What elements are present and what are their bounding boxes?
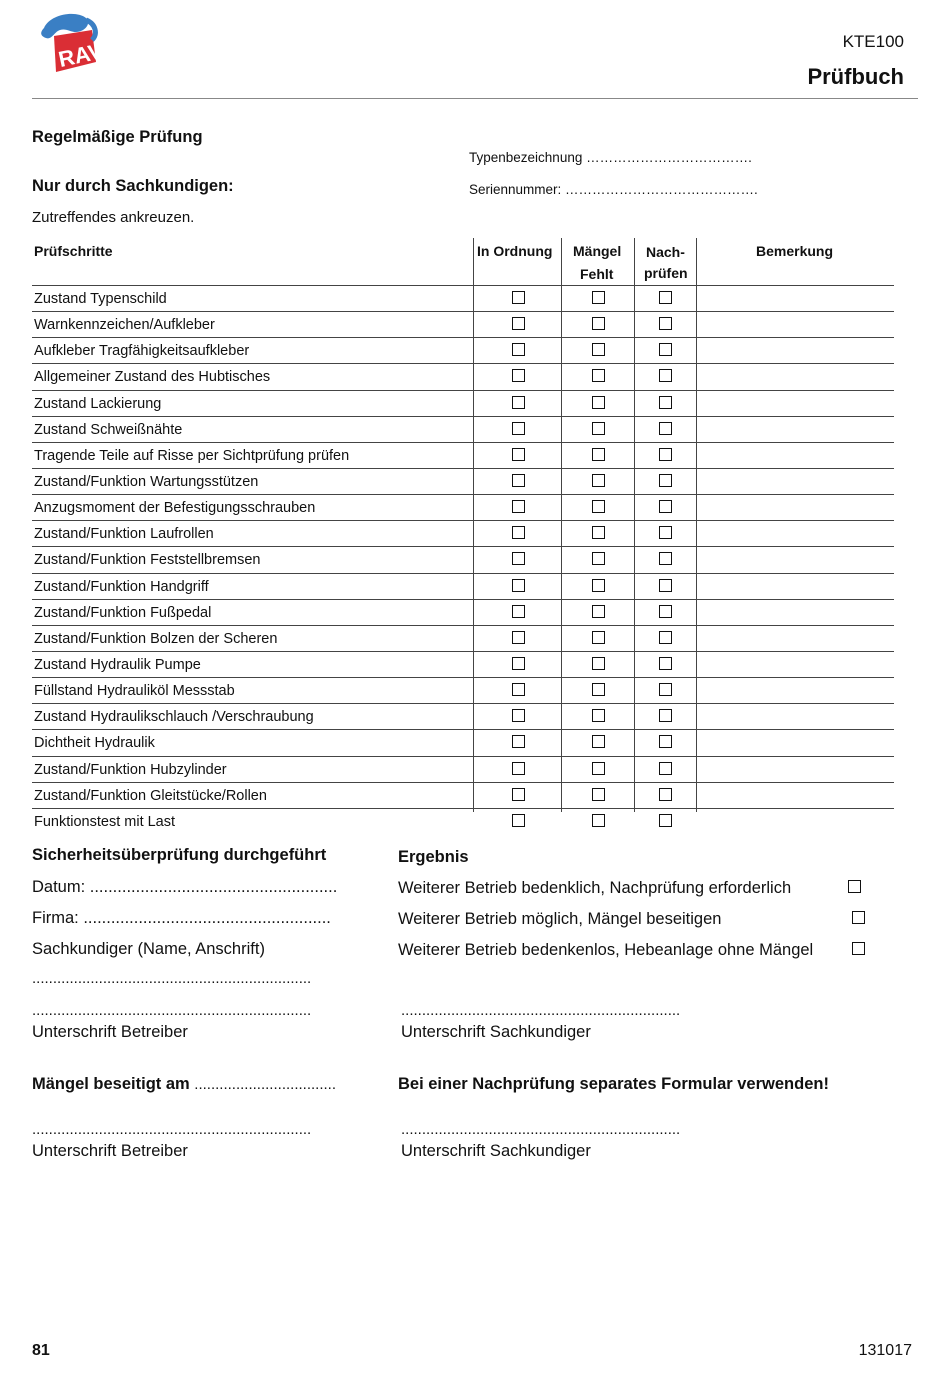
safety-heading: Sicherheitsüberprüfung durchgeführt <box>32 846 327 864</box>
table-header <box>32 238 894 286</box>
document-code: 131017 <box>858 1342 912 1359</box>
checkbox-recheck[interactable] <box>659 369 672 382</box>
page-number: 81 <box>32 1342 50 1359</box>
checkbox-defect[interactable] <box>592 422 605 435</box>
instruction-text: Zutreffendes ankreuzen. <box>32 209 195 226</box>
checkbox-ok[interactable] <box>512 500 525 513</box>
step-label: Aufkleber Tragfähigkeitsaufkleber <box>34 343 250 360</box>
result-option-3: Weiterer Betrieb bedenkenlos, Hebeanlage ohne Mängel <box>398 941 814 959</box>
table-row <box>32 469 894 495</box>
operator-signature-line-2[interactable]: ................................................................... <box>32 1121 312 1138</box>
repaired-on-field[interactable] <box>32 1075 336 1094</box>
checkbox-ok[interactable] <box>512 683 525 696</box>
step-label: Zustand/Funktion Laufrollen <box>34 526 214 543</box>
checkbox-defect[interactable] <box>592 317 605 330</box>
checkbox-recheck[interactable] <box>659 552 672 565</box>
step-label: Zustand Typenschild <box>34 291 167 307</box>
checkbox-recheck[interactable] <box>659 709 672 722</box>
step-label: Warnkennzeichen/Aufkleber <box>34 317 215 334</box>
checkbox-defect[interactable] <box>592 605 605 618</box>
checkbox-ok[interactable] <box>512 291 525 304</box>
table-body <box>32 286 894 834</box>
table-row <box>32 730 894 756</box>
checkbox-defect[interactable] <box>592 762 605 775</box>
table-row <box>32 443 894 469</box>
checkbox-defect[interactable] <box>592 631 605 644</box>
company-field[interactable]: Firma: ...................................................... <box>32 909 331 927</box>
checkbox-recheck[interactable] <box>659 500 672 513</box>
checkbox-ok[interactable] <box>512 422 525 435</box>
step-label: Zustand/Funktion Bolzen der Scheren <box>34 630 278 647</box>
step-label: Funktionstest mit Last <box>34 813 176 830</box>
table-row <box>32 312 894 338</box>
step-label: Zustand/Funktion Handgriff <box>34 578 209 595</box>
expert-signature-label-2: Unterschrift Sachkundiger <box>401 1142 591 1160</box>
checkbox-recheck[interactable] <box>659 422 672 435</box>
section-subheading: Nur durch Sachkundigen: <box>32 177 234 195</box>
step-label: Allgemeiner Zustand des Hubtisches <box>34 369 271 386</box>
checkbox-ok[interactable] <box>512 474 525 487</box>
operator-signature-line[interactable]: ................................................................... <box>32 1002 312 1019</box>
page-title: Prüfbuch <box>807 64 904 89</box>
table-row <box>32 391 894 417</box>
step-label: Füllstand Hydrauliköl Messstab <box>34 683 235 700</box>
logo-lettering: RAV <box>56 38 104 72</box>
checkbox-ok[interactable] <box>512 788 525 801</box>
expert-address-line[interactable]: ................................................................... <box>32 970 312 987</box>
checkbox-ok[interactable] <box>512 369 525 382</box>
step-label: Dichtheit Hydraulik <box>34 735 155 752</box>
checkbox-recheck[interactable] <box>659 291 672 304</box>
checkbox-recheck[interactable] <box>659 605 672 618</box>
result-checkbox-3[interactable] <box>852 942 865 955</box>
checkbox-defect[interactable] <box>592 788 605 801</box>
checkbox-ok[interactable] <box>512 631 525 644</box>
checkbox-recheck[interactable] <box>659 396 672 409</box>
checkbox-ok[interactable] <box>512 526 525 539</box>
checkbox-defect[interactable] <box>592 814 605 827</box>
table-row <box>32 757 894 783</box>
table-row <box>32 783 894 809</box>
type-designation-field[interactable]: Typenbezeichnung ………………………………. <box>469 150 752 165</box>
step-label: Zustand/Funktion Fußpedal <box>34 604 212 621</box>
header-ok: In Ordnung <box>477 243 553 259</box>
checkbox-recheck[interactable] <box>659 343 672 356</box>
checkbox-defect[interactable] <box>592 683 605 696</box>
serial-number-field[interactable]: Seriennummer: ……………………………………. <box>469 182 758 197</box>
checkbox-defect[interactable] <box>592 735 605 748</box>
step-label: Zustand Schweißnähte <box>34 421 183 438</box>
checkbox-defect[interactable] <box>592 552 605 565</box>
expert-signature-line-2[interactable]: ................................................................... <box>401 1121 681 1138</box>
checkbox-recheck[interactable] <box>659 579 672 592</box>
header-remark: Bemerkung <box>756 243 834 259</box>
table-row <box>32 704 894 730</box>
expert-label: Sachkundiger (Name, Anschrift) <box>32 940 265 958</box>
recheck-note: Bei einer Nachprüfung separates Formular verwenden! <box>398 1075 829 1093</box>
checkbox-defect[interactable] <box>592 369 605 382</box>
table-row <box>32 809 894 834</box>
table-row <box>32 364 894 390</box>
table-row <box>32 600 894 626</box>
header-divider <box>32 98 918 99</box>
checkbox-recheck[interactable] <box>659 474 672 487</box>
checkbox-recheck[interactable] <box>659 631 672 644</box>
checkbox-recheck[interactable] <box>659 317 672 330</box>
operator-signature-label-2: Unterschrift Betreiber <box>32 1142 188 1160</box>
checkbox-defect[interactable] <box>592 500 605 513</box>
table-row <box>32 286 894 312</box>
table-row <box>32 678 894 704</box>
checkbox-recheck[interactable] <box>659 735 672 748</box>
checkbox-ok[interactable] <box>512 396 525 409</box>
checkbox-recheck[interactable] <box>659 683 672 696</box>
checkbox-defect[interactable] <box>592 526 605 539</box>
step-label: Zustand Hydraulikschlauch /Verschraubung <box>34 709 314 726</box>
header-recheck-2: prüfen <box>644 265 688 281</box>
checkbox-ok[interactable] <box>512 317 525 330</box>
result-checkbox-2[interactable] <box>852 911 865 924</box>
checkbox-ok[interactable] <box>512 448 525 461</box>
checkbox-defect[interactable] <box>592 343 605 356</box>
table-row <box>32 652 894 678</box>
checkbox-defect[interactable] <box>592 579 605 592</box>
header-step: Prüfschritte <box>34 243 113 259</box>
step-label: Tragende Teile auf Risse per Sichtprüfung prüfen <box>34 447 350 464</box>
result-option-2: Weiterer Betrieb möglich, Mängel beseitigen <box>398 910 722 928</box>
result-heading: Ergebnis <box>398 848 469 866</box>
checkbox-recheck[interactable] <box>659 814 672 827</box>
inspection-table <box>32 238 894 834</box>
date-field[interactable]: Datum: ...................................................... <box>32 878 338 896</box>
step-label: Zustand/Funktion Feststellbremsen <box>34 552 261 569</box>
table-row <box>32 417 894 443</box>
result-option-1: Weiterer Betrieb bedenklich, Nachprüfung erforderlich <box>398 879 792 897</box>
repaired-on-dots: .................................. <box>194 1076 336 1093</box>
table-row <box>32 521 894 547</box>
checkbox-ok[interactable] <box>512 762 525 775</box>
table-row <box>32 338 894 364</box>
checkbox-ok[interactable] <box>512 657 525 670</box>
checkbox-recheck[interactable] <box>659 657 672 670</box>
checkbox-ok[interactable] <box>512 814 525 827</box>
header-missing: Fehlt <box>580 266 614 282</box>
step-label: Zustand/Funktion Wartungsstützen <box>34 473 259 490</box>
table-row <box>32 547 894 573</box>
step-label: Zustand Hydraulik Pumpe <box>34 656 201 673</box>
step-label: Anzugsmoment der Befestigungsschrauben <box>34 500 316 517</box>
table-row <box>32 574 894 600</box>
checkbox-recheck[interactable] <box>659 788 672 801</box>
step-label: Zustand/Funktion Hubzylinder <box>34 761 227 778</box>
checkbox-defect[interactable] <box>592 396 605 409</box>
table-row <box>32 626 894 652</box>
expert-signature-line[interactable]: ................................................................... <box>401 1002 681 1019</box>
checkbox-ok[interactable] <box>512 579 525 592</box>
checkbox-recheck[interactable] <box>659 448 672 461</box>
result-checkbox-1[interactable] <box>848 880 861 893</box>
checkbox-defect[interactable] <box>592 657 605 670</box>
checkbox-defect[interactable] <box>592 448 605 461</box>
checkbox-defect[interactable] <box>592 709 605 722</box>
checkbox-ok[interactable] <box>512 735 525 748</box>
rav-logo <box>36 10 104 80</box>
header-recheck: Nach- <box>646 244 685 260</box>
checkbox-defect[interactable] <box>592 474 605 487</box>
checkbox-ok[interactable] <box>512 605 525 618</box>
checkbox-ok[interactable] <box>512 552 525 565</box>
step-label: Zustand Lackierung <box>34 395 162 412</box>
step-label: Zustand/Funktion Gleitstücke/Rollen <box>34 787 267 804</box>
checkbox-defect[interactable] <box>592 291 605 304</box>
table-row <box>32 495 894 521</box>
expert-signature-label: Unterschrift Sachkundiger <box>401 1023 591 1041</box>
checkbox-recheck[interactable] <box>659 526 672 539</box>
operator-signature-label: Unterschrift Betreiber <box>32 1023 188 1041</box>
model-name: KTE100 <box>842 32 904 51</box>
checkbox-recheck[interactable] <box>659 762 672 775</box>
checkbox-ok[interactable] <box>512 709 525 722</box>
repaired-on-label: Mängel beseitigt am <box>32 1075 190 1093</box>
section-heading: Regelmäßige Prüfung <box>32 128 203 146</box>
checkbox-ok[interactable] <box>512 343 525 356</box>
header-defect: Mängel <box>573 243 622 259</box>
